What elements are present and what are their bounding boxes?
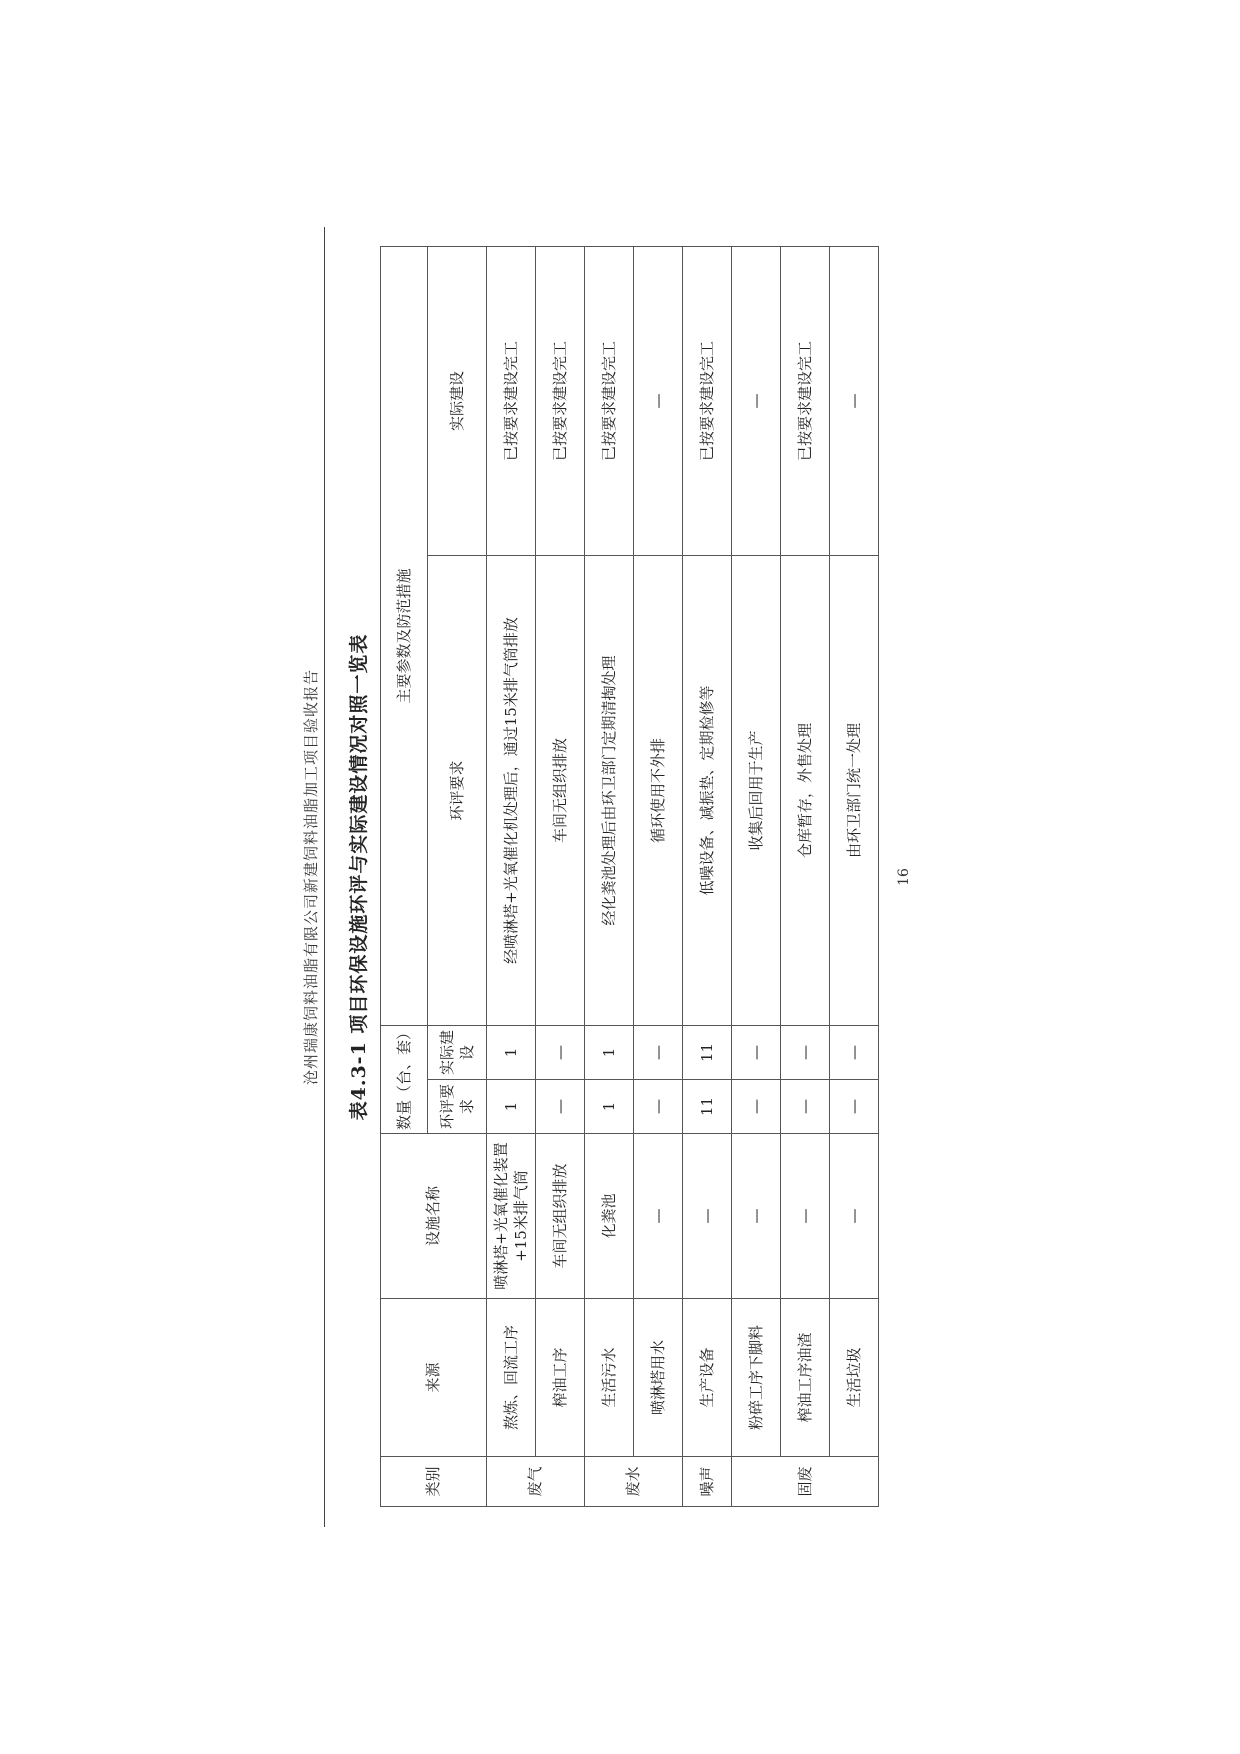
header-actual: 实际建设 [428, 246, 487, 555]
table-row [487, 246, 536, 1506]
cell-qty-eia: — [536, 1080, 585, 1134]
header-measures: 主要参数及防范措施 [381, 246, 428, 1025]
cell-eia-req: 经化粪池处理后由环卫部门定期清掏处理 [585, 555, 634, 1025]
cell-actual: — [634, 246, 683, 555]
cell-facility: 车间无组织排放 [536, 1134, 585, 1299]
table-row [830, 246, 879, 1506]
cell-facility: 喷淋塔+光氧催化装置+15米排气筒 [487, 1134, 536, 1299]
cell-source: 喷淋塔用水 [634, 1299, 683, 1457]
cell-facility: 化粪池 [585, 1134, 634, 1299]
cell-source: 生产设备 [683, 1299, 732, 1457]
cell-qty-eia: — [781, 1080, 830, 1134]
cell-eia-req: 由环卫部门统一处理 [830, 555, 879, 1025]
cell-qty-actual: — [634, 1025, 683, 1079]
category-solid: 固废 [732, 1457, 879, 1507]
cell-actual: 已按要求建设完工 [585, 246, 634, 555]
table-row [585, 246, 634, 1506]
header-qty-actual: 实际建设 [428, 1025, 487, 1079]
cell-facility: — [683, 1134, 732, 1299]
cell-qty-eia: — [634, 1080, 683, 1134]
cell-actual: 已按要求建设完工 [781, 246, 830, 555]
cell-actual: 已按要求建设完工 [683, 246, 732, 555]
cell-qty-eia: — [830, 1080, 879, 1134]
cell-qty-actual: 11 [683, 1025, 732, 1079]
header-facility: 设施名称 [381, 1134, 487, 1299]
rotated-page [300, 227, 940, 1527]
page-header: 沧州瑞康饲料油脂有限公司新建饲料油脂加工项目验收报告 [302, 669, 320, 1086]
cell-source: 生活垃圾 [830, 1299, 879, 1457]
cell-actual: — [732, 246, 781, 555]
category-water: 废水 [585, 1457, 683, 1507]
table-row [634, 246, 683, 1506]
cell-facility: — [830, 1134, 879, 1299]
table-header-row [381, 246, 428, 1506]
cell-facility: — [634, 1134, 683, 1299]
cell-actual: 已按要求建设完工 [487, 246, 536, 555]
category-gas: 废气 [487, 1457, 585, 1507]
table-row [683, 246, 732, 1506]
cell-source: 生活污水 [585, 1299, 634, 1457]
header-rule [324, 227, 325, 1527]
cell-source: 榨油工序油渣 [781, 1299, 830, 1457]
cell-qty-actual: — [781, 1025, 830, 1079]
page-number: 16 [896, 868, 912, 886]
cell-qty-eia: 11 [683, 1080, 732, 1134]
cell-source: 熬炼、回流工序 [487, 1299, 536, 1457]
cell-eia-req: 低噪设备、减振垫、定期检修等 [683, 555, 732, 1025]
header-source: 来源 [381, 1299, 487, 1457]
header-eia-req: 环评要求 [428, 555, 487, 1025]
cell-qty-actual: — [536, 1025, 585, 1079]
cell-facility: — [732, 1134, 781, 1299]
cell-source: 榨油工序 [536, 1299, 585, 1457]
cell-actual: — [830, 246, 879, 555]
cell-eia-req: 经喷淋塔+光氧催化机处理后，通过15米排气筒排放 [487, 555, 536, 1025]
facility-table [380, 246, 879, 1507]
cell-eia-req: 收集后回用于生产 [732, 555, 781, 1025]
cell-eia-req: 车间无组织排放 [536, 555, 585, 1025]
cell-qty-eia: 1 [487, 1080, 536, 1134]
cell-qty-actual: — [732, 1025, 781, 1079]
header-quantity: 数量（台、套） [381, 1025, 428, 1133]
table-row [781, 246, 830, 1506]
header-qty-eia: 环评要求 [428, 1080, 487, 1134]
cell-eia-req: 仓库暂存，外售处理 [781, 555, 830, 1025]
header-category: 类别 [381, 1457, 487, 1507]
cell-qty-eia: 1 [585, 1080, 634, 1134]
cell-source: 粉碎工序下脚料 [732, 1299, 781, 1457]
table-caption: 表4.3-1 项目环保设施环评与实际建设情况对照一览表 [348, 633, 370, 1121]
cell-qty-actual: 1 [487, 1025, 536, 1079]
table-row [732, 246, 781, 1506]
cell-qty-actual: 1 [585, 1025, 634, 1079]
cell-qty-actual: — [830, 1025, 879, 1079]
table-row [536, 246, 585, 1506]
category-noise: 噪声 [683, 1457, 732, 1507]
cell-qty-eia: — [732, 1080, 781, 1134]
cell-eia-req: 循环使用不外排 [634, 555, 683, 1025]
cell-facility: — [781, 1134, 830, 1299]
cell-actual: 已按要求建设完工 [536, 246, 585, 555]
